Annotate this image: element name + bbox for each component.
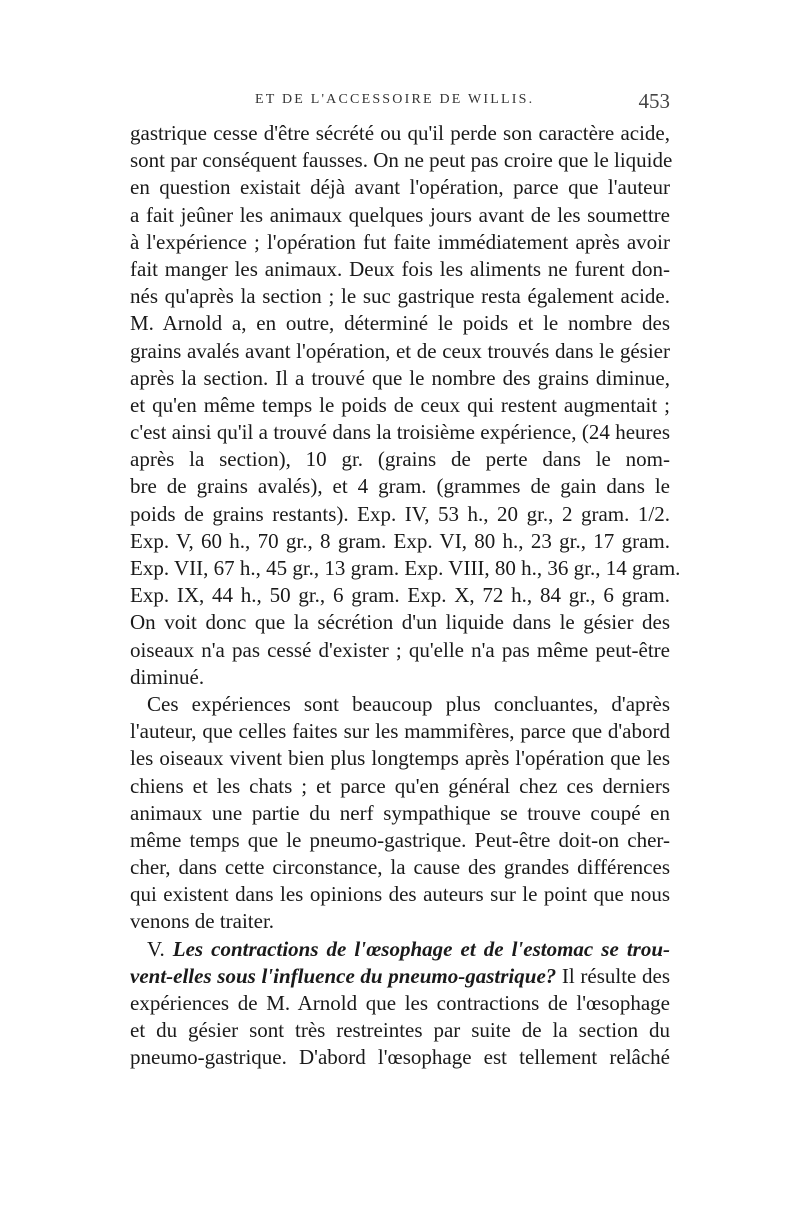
text-line: et du gésier sont très restreintes par suite de la section du (130, 1018, 670, 1043)
text-line: même temps que le pneumo-gastrique. Peut-être doit-on cher- (130, 827, 670, 852)
text-line: grains avalés avant l'opération, et de ceux trouvés dans le gésier (130, 338, 670, 363)
running-head (130, 89, 670, 116)
text-line: bre de grains avalés), et 4 gram. (grammes de gain dans le (130, 474, 670, 499)
text-line: diminué. (130, 664, 205, 689)
section-continuation: Il résulte des (556, 963, 671, 988)
paragraph-start-line: Ces expériences sont beaucoup plus concluantes, d'après (147, 691, 670, 716)
text-line: sont par conséquent fausses. On ne peut pas croire que le liquide (130, 148, 673, 173)
section-heading-line-2 (130, 963, 670, 990)
text-line: après la section), 10 gr. (grains de perte dans le nom- (130, 447, 670, 472)
text-line: expériences de M. Arnold que les contractions de l'œsophage (130, 991, 670, 1015)
section-title-part-2: vent-elles sous l'influence du pneumo-gastrique? (130, 963, 557, 988)
page-number: 453 (638, 89, 670, 113)
text-line: en question existait déjà avant l'opération, parce que l'auteur (130, 175, 670, 200)
text-line: Exp. VII, 67 h., 45 gr., 13 gram. Exp. VIII, 80 h., 36 gr., 14 gram. (130, 556, 681, 580)
text-line: qui existent dans les opinions des auteurs sur le point que nous (130, 882, 670, 907)
text-line: Exp. IX, 44 h., 50 gr., 6 gram. Exp. X, 72 h., 84 gr., 6 gram. (130, 583, 670, 608)
text-line: l'auteur, que celles faites sur les mammifères, parce que d'abord (130, 719, 670, 744)
text-line: les oiseaux vivent bien plus longtemps après l'opération que les (130, 746, 670, 771)
text-line: cher, dans cette circonstance, la cause des grandes différences (130, 855, 670, 880)
text-line: a fait jeûner les animaux quelques jours avant de les soumettre (130, 202, 670, 227)
text-line: gastrique cesse d'être sécrété ou qu'il perde son caractère acide, (130, 121, 670, 145)
text-line: venons de traiter. (130, 909, 275, 934)
text-line: Exp. V, 60 h., 70 gr., 8 gram. Exp. VI, 80 h., 23 gr., 17 gram. (130, 528, 670, 553)
text-line: oiseaux n'a pas cessé d'exister ; qu'elle n'a pas même peut-être (130, 637, 670, 662)
text-line: c'est ainsi qu'il a trouvé dans la troisième expérience, (24 heures (130, 420, 670, 445)
text-line: nés qu'après la section ; le suc gastrique resta également acide. (130, 284, 670, 309)
text-line: et qu'en même temps le poids de ceux qui restent augmentait ; (130, 392, 670, 417)
text-line: chiens et les chats ; et parce qu'en général chez ces derniers (130, 773, 670, 798)
text-line: après la section. Il a trouvé que le nombre des grains diminue, (130, 365, 670, 390)
text-line: poids de grains restants). Exp. IV, 53 h., 20 gr., 2 gram. 1/2. (130, 501, 670, 526)
text-line: On voit donc que la sécrétion d'un liquide dans le gésier des (130, 610, 670, 635)
section-heading-line (130, 936, 670, 963)
text-line: pneumo-gastrique. D'abord l'œsophage est tellement relâché (130, 1045, 670, 1070)
running-title: ET DE L'ACCESSOIRE DE WILLIS. (255, 92, 535, 107)
section-number: V. (147, 936, 165, 961)
section-title-part-1: Les contractions de l'œsophage et de l'estomac se trou- (172, 936, 671, 961)
body-text (130, 120, 681, 1072)
text-line: à l'expérience ; l'opération fut faite immédiatement après avoir (130, 229, 670, 254)
text-line: M. Arnold a, en outre, déterminé le poids et le nombre des (130, 311, 670, 336)
text-line: fait manger les animaux. Deux fois les aliments ne furent don- (130, 256, 670, 281)
text-line: animaux une partie du nerf sympathique se trouve coupé en (130, 800, 670, 825)
